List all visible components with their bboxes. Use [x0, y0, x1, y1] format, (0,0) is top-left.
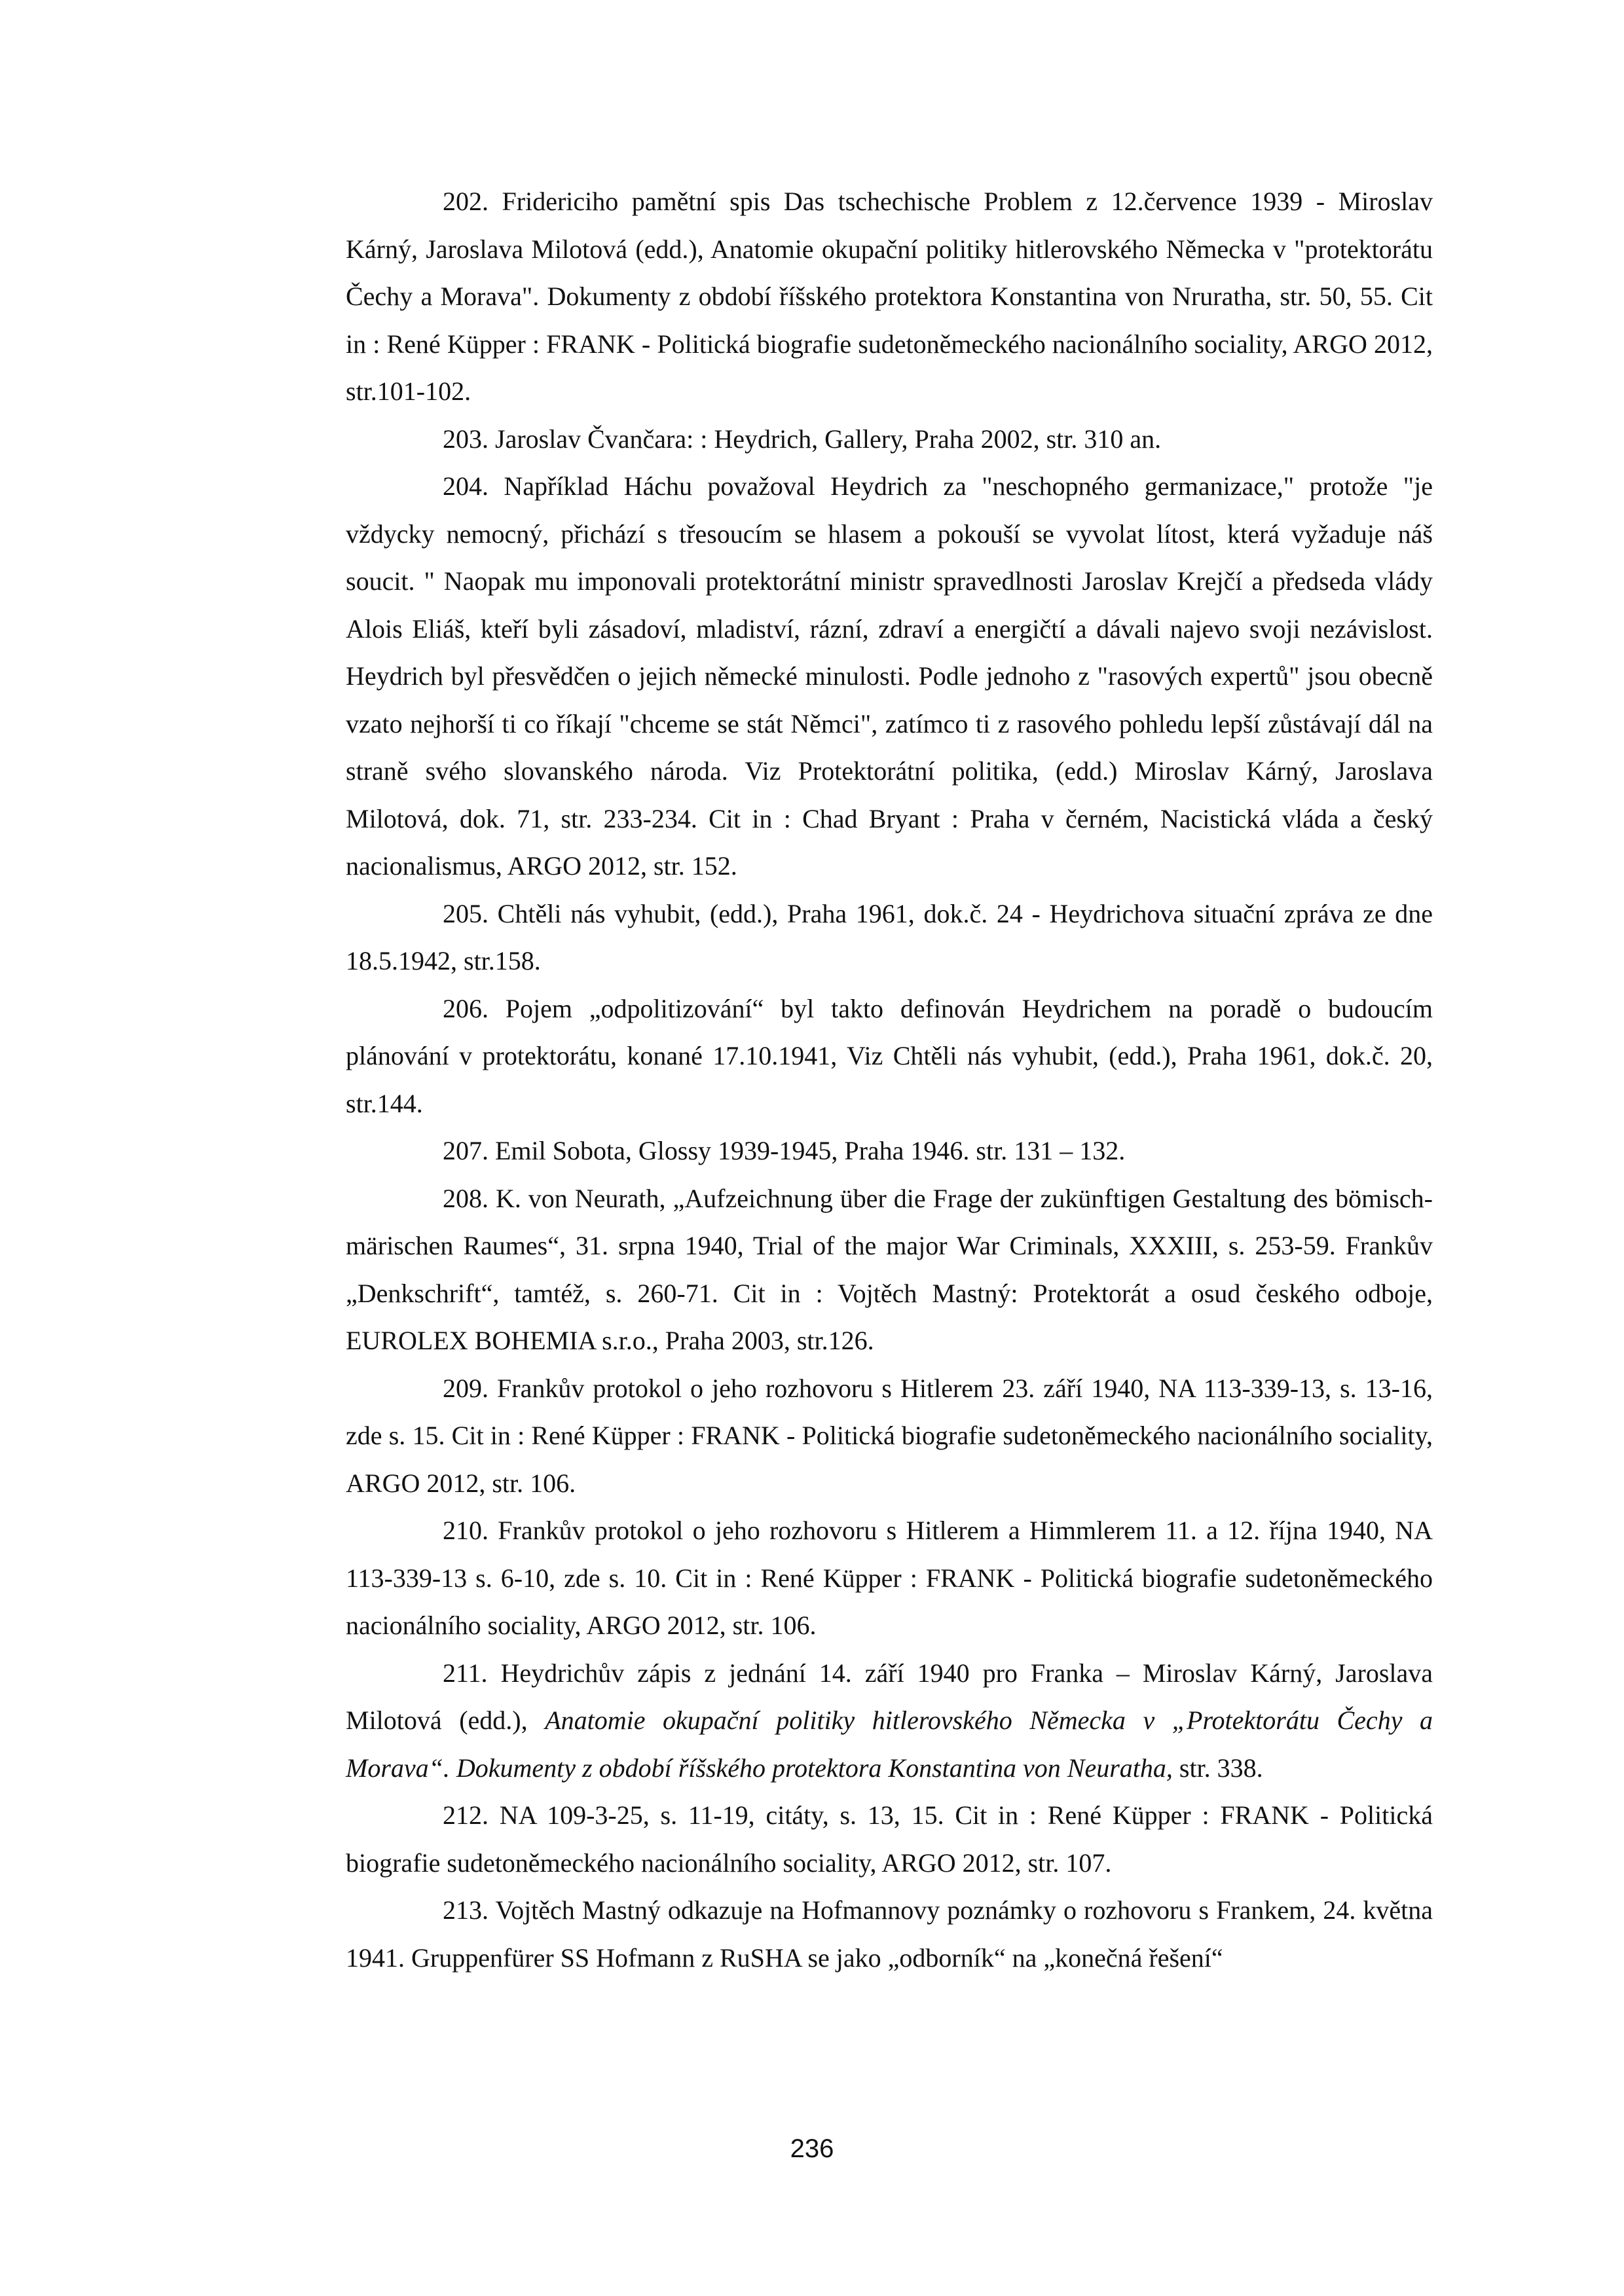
footnote-210: 210. Frankův protokol o jeho rozhovoru s Hitlerem a Himmlerem 11. a 12. října 1940, NA 113-339-13 s. 6-10, zde s. 10. Cit in : René Küpper : FRANK - Politická biografie sudetoněmeckého nacionálního sociality, ARGO 2012, str. 106. — [346, 1516, 1433, 1640]
footnote-213: 213. Vojtěch Mastný odkazuje na Hofmannovy poznámky o rozhovoru s Frankem, 24. května 1941. Gruppenfürer SS Hofmann z RuSHA se jako „odborník“ na „konečná řešení“ — [346, 1895, 1433, 1973]
footnote-208: 208. K. von Neurath, „Aufzeichnung über die Frage der zukünftigen Gestaltung des bömisch-märischen Raumes“, 31. srpna 1940, Trial of the major War Criminals, XXXIII, s. 253-59. Frankův „Denkschrift“, tamtéž, s. 260-71. Cit in : Vojtěch Mastný: Protektorát a osud českého odboje, EUROLEX BOHEMIA s.r.o., Praha 2003, str.126. — [346, 1183, 1433, 1355]
footnote-209: 209. Frankův protokol o jeho rozhovoru s Hitlerem 23. září 1940, NA 113-339-13, s. 13-16, zde s. 15. Cit in : René Küpper : FRANK - Politická biografie sudetoněmeckého nacionálního sociality, ARGO 2012, str. 106. — [346, 1373, 1433, 1498]
footnote-206: 206. Pojem „odpolitizování“ byl takto definován Heydrichem na poradě o budoucím plánování v protektorátu, konané 17.10.1941, Viz Chtěli nás vyhubit, (edd.), Praha 1961, dok.č. 20, str.144. — [346, 993, 1433, 1118]
footnotes-block — [346, 178, 1433, 1982]
footnote-203: 203. Jaroslav Čvančara: : Heydrich, Gallery, Praha 2002, str. 310 an. — [443, 424, 1162, 454]
footnote-211 — [346, 1650, 1433, 1793]
footnote-211-italic-title: Anatomie okupační politiky hitlerovského Německa v „Protektorátu Čechy a Morava“. Dokumenty z období říšského protektora Konstantina von Neuratha, — [346, 1705, 1433, 1783]
footnote-202: 202. Fridericiho pamětní spis Das tschechische Problem z 12.července 1939 - Miroslav Kárný, Jaroslava Milotová (edd.), Anatomie okupační politiky hitlerovského Německa v "protektorátu Čechy a Morava". Dokumenty z období říšského protektora Konstantina von Nruratha, str. 50, 55. Cit in : René Küpper : FRANK - Politická biografie sudetoněmeckého nacionálního sociality, ARGO 2012, str.101-102. — [346, 187, 1433, 406]
page-number: 236 — [790, 2134, 834, 2163]
footnote-207: 207. Emil Sobota, Glossy 1939-1945, Praha 1946. str. 131 – 132. — [443, 1136, 1126, 1165]
footnote-211-page-ref: str. 338. — [1172, 1753, 1263, 1783]
footnote-212: 212. NA 109-3-25, s. 11-19, citáty, s. 13, 15. Cit in : René Küpper : FRANK - Politická biografie sudetoněmeckého nacionálního sociality, ARGO 2012, str. 107. — [346, 1800, 1433, 1878]
footnote-204: 204. Například Háchu považoval Heydrich za "neschopného germanizace," protože "je vždycky nemocný, přichází s třesoucím se hlasem a pokouší se vyvolat lítost, která vyžaduje náš soucit. " Naopak mu imponovali protektorátní ministr spravedlnosti Jaroslav Krejčí a předseda vlády Alois Eliáš, kteří byli zásadoví, mladiství, rázní, zdraví a energičtí a dávali najevo svoji nezávislost. Heydrich byl přesvědčen o jejich německé minulosti. Podle jednoho z "rasových expertů" jsou obecně vzato nejhorší ti co říkají "chceme se stát Němci", zatímco ti z rasového pohledu lepší zůstávají dál na straně svého slovanského národa. Viz Protektorátní politika, (edd.) Miroslav Kárný, Jaroslava Milotová, dok. 71, str. 233-234. Cit in : Chad Bryant : Praha v černém, Nacistická vláda a český nacionalismus, ARGO 2012, str. 152. — [346, 471, 1433, 881]
footnote-211-text: 211. Heydrichův zápis z jednání 14. září 1940 pro Franka – Miroslav Kárný, Jaroslava Milotová (edd.), — [346, 1658, 1433, 1735]
footnote-205: 205. Chtěli nás vyhubit, (edd.), Praha 1961, dok.č. 24 - Heydrichova situační zpráva ze dne 18.5.1942, str.158. — [346, 898, 1433, 975]
